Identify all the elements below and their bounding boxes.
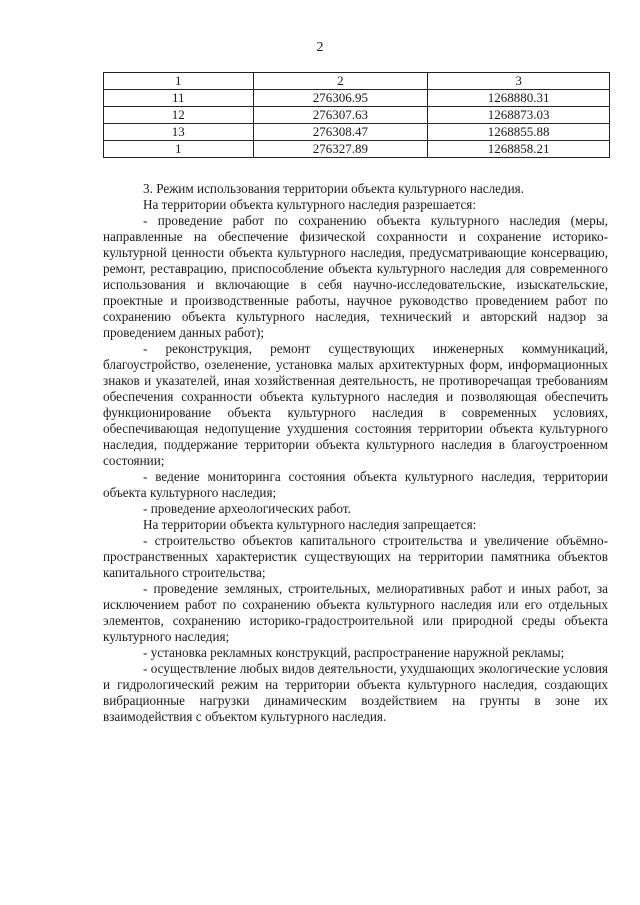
prohibited-intro: На территории объекта культурного наследия запрещается:: [143, 517, 477, 532]
paragraph: - проведение работ по сохранению объекта культурного наследия (меры, направленные на обеспечение физической сохранности и сохранение историко-культурной ценности объекта культурного наследия, предусматривающие консервацию, ремонт, реставрацию, приспособление объекта культурного наследия для современного использования и включающие в себя научно-исследовательские, изыскательские, проектные и производственные работы, научное руководство проведением работ по сохранению объекта культурного наследия, технический и авторский надзор за проведением данных работ);: [103, 213, 608, 340]
table-header-cell: 2: [253, 73, 428, 90]
paragraph: - проведение земляных, строительных, мелиоративных работ и иных работ, за исключением работ по сохранению объекта культурного наследия или его отдельных элементов, сохранению историко-градостроительной или природной среды объекта культурного наследия;: [103, 581, 608, 644]
coordinates-table: [103, 72, 610, 158]
table-cell: 1268855.88: [428, 124, 610, 141]
table-cell: 1268873.03: [428, 107, 610, 124]
table-row: [104, 90, 610, 107]
table-row: [104, 141, 610, 158]
paragraph: - строительство объектов капитального строительства и увеличение объёмно-пространственных характеристик существующих на территории памятника объектов капитального строительства;: [103, 533, 608, 580]
paragraph: - установка рекламных конструкций, распространение наружной рекламы;: [143, 645, 565, 660]
table-cell: 13: [104, 124, 254, 141]
section-heading: 3. Режим использования территории объекта культурного наследия.: [143, 181, 524, 196]
table-cell: 1268880.31: [428, 90, 610, 107]
table-cell: 11: [104, 90, 254, 107]
table-cell: 12: [104, 107, 254, 124]
table-cell: 276327.89: [253, 141, 428, 158]
paragraph: - проведение археологических работ.: [143, 501, 351, 516]
table-cell: 1268858.21: [428, 141, 610, 158]
table-row: [104, 124, 610, 141]
table-row: [104, 107, 610, 124]
table-header-cell: 3: [428, 73, 610, 90]
table-header-row: [104, 73, 610, 90]
table-cell: 1: [104, 141, 254, 158]
table-header-cell: 1: [104, 73, 254, 90]
paragraph: - реконструкция, ремонт существующих инженерных коммуникаций, благоустройство, озеленение, установка малых архитектурных форм, информационных знаков и указателей, иная хозяйственная деятельность, не противоречащая требованиям обеспечения сохранности объекта культурного наследия и позволяющая обеспечить функционирование объекта культурного наследия в современных условиях, обеспечивающая недопущение ухудшения состояния территории объекта культурного наследия, поддержание территории объекта культурного наследия в благоустроенном состоянии;: [103, 341, 608, 468]
body-text: [103, 181, 608, 725]
table-cell: 276306.95: [253, 90, 428, 107]
table-cell: 276307.63: [253, 107, 428, 124]
paragraph: - ведение мониторинга состояния объекта культурного наследия, территории объекта культурного наследия;: [103, 469, 608, 500]
permitted-intro: На территории объекта культурного наследия разрешается:: [143, 197, 477, 212]
paragraph: - осуществление любых видов деятельности, ухудшающих экологические условия и гидрологический режим на территории объекта культурного наследия, создающих вибрационные нагрузки динамическим воздействием на грунты в зоне их взаимодействия с объектом культурного наследия.: [103, 661, 608, 724]
table-cell: 276308.47: [253, 124, 428, 141]
page-number: 2: [316, 40, 324, 55]
